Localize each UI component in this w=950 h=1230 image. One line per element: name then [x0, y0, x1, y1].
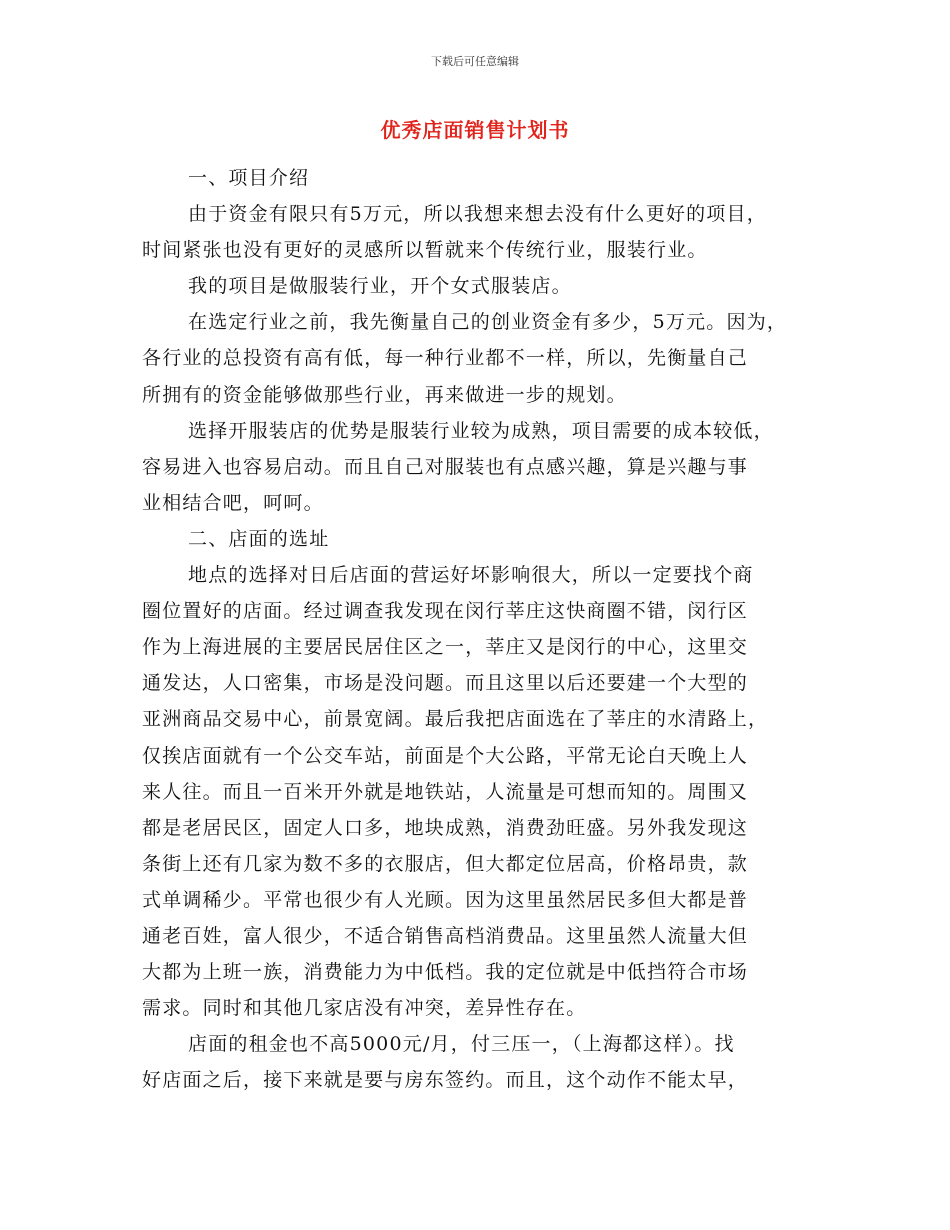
document-title: 优秀店面销售计划书 [380, 118, 570, 142]
text-line: 通老百姓，富人很少，不适合销售高档消费品。这里虽然人流量大但 [142, 924, 749, 947]
text-line: 店面的租金也不高5000元/月，付三压一，（上海都这样）。找 [188, 1033, 735, 1056]
text-line: 二、店面的选址 [188, 527, 330, 550]
text-line: 所拥有的资金能够做那些行业，再来做进一步的规划。 [142, 383, 627, 406]
text-line: 亚洲商品交易中心，前景宽阔。最后我把店面选在了莘庄的水清路上， [142, 708, 769, 731]
text-line: 时间紧张也没有更好的灵感所以暂就来个传统行业，服装行业。 [142, 239, 708, 262]
text-line: 地点的选择对日后店面的营运好坏影响很大，所以一定要找个商 [188, 564, 754, 587]
text-line: 选择开服装店的优势是服装行业较为成熟，项目需要的成本较低， [188, 419, 774, 442]
text-line: 一、项目介绍 [188, 167, 310, 189]
header-note: 下载后可任意编辑 [431, 55, 519, 68]
text-line: 大都为上班一族，消费能力为中低档。我的定位就是中低挡符合市场 [142, 961, 749, 984]
text-line: 通发达，人口密集，市场是没问题。而且这里以后还要建一个大型的 [142, 672, 749, 695]
text-line: 作为上海进展的主要居民居住区之一，莘庄又是闵行的中心，这里交 [142, 636, 749, 659]
text-line: 我的项目是做服装行业，开个女式服装店。 [188, 275, 572, 298]
text-line: 业相结合吧，呵呵。 [142, 491, 324, 514]
text-line: 需求。同时和其他几家店没有冲突，差异性存在。 [142, 997, 587, 1020]
text-line: 条街上还有几家为数不多的衣服店，但大都定位居高，价格昂贵，款 [142, 852, 749, 875]
text-line: 好店面之后，接下来就是要与房东签约。而且，这个动作不能太早， [142, 1069, 749, 1092]
text-line: 仅挨店面就有一个公交车站，前面是个大公路，平常无论白天晚上人 [142, 744, 749, 767]
text-line: 在选定行业之前，我先衡量自己的创业资金有多少，5万元。因为， [188, 311, 788, 334]
text-line: 由于资金有限只有5万元，所以我想来想去没有什么更好的项目， [188, 203, 767, 226]
document-body [142, 160, 822, 1098]
text-line: 来人往。而且一百米开外就是地铁站，人流量是可想而知的。周围又 [142, 780, 749, 803]
text-line: 式单调稀少。平常也很少有人光顾。因为这里虽然居民多但大都是普 [142, 888, 749, 911]
text-line: 各行业的总投资有高有低，每一种行业都不一样，所以，先衡量自己 [142, 347, 749, 370]
text-line: 都是老居民区，固定人口多，地块成熟，消费劲旺盛。另外我发现这 [142, 816, 749, 839]
text-line: 容易进入也容易启动。而且自己对服装也有点感兴趣，算是兴趣与事 [142, 455, 749, 478]
text-line: 圈位置好的店面。经过调查我发现在闵行莘庄这快商圈不错，闵行区 [142, 600, 749, 623]
